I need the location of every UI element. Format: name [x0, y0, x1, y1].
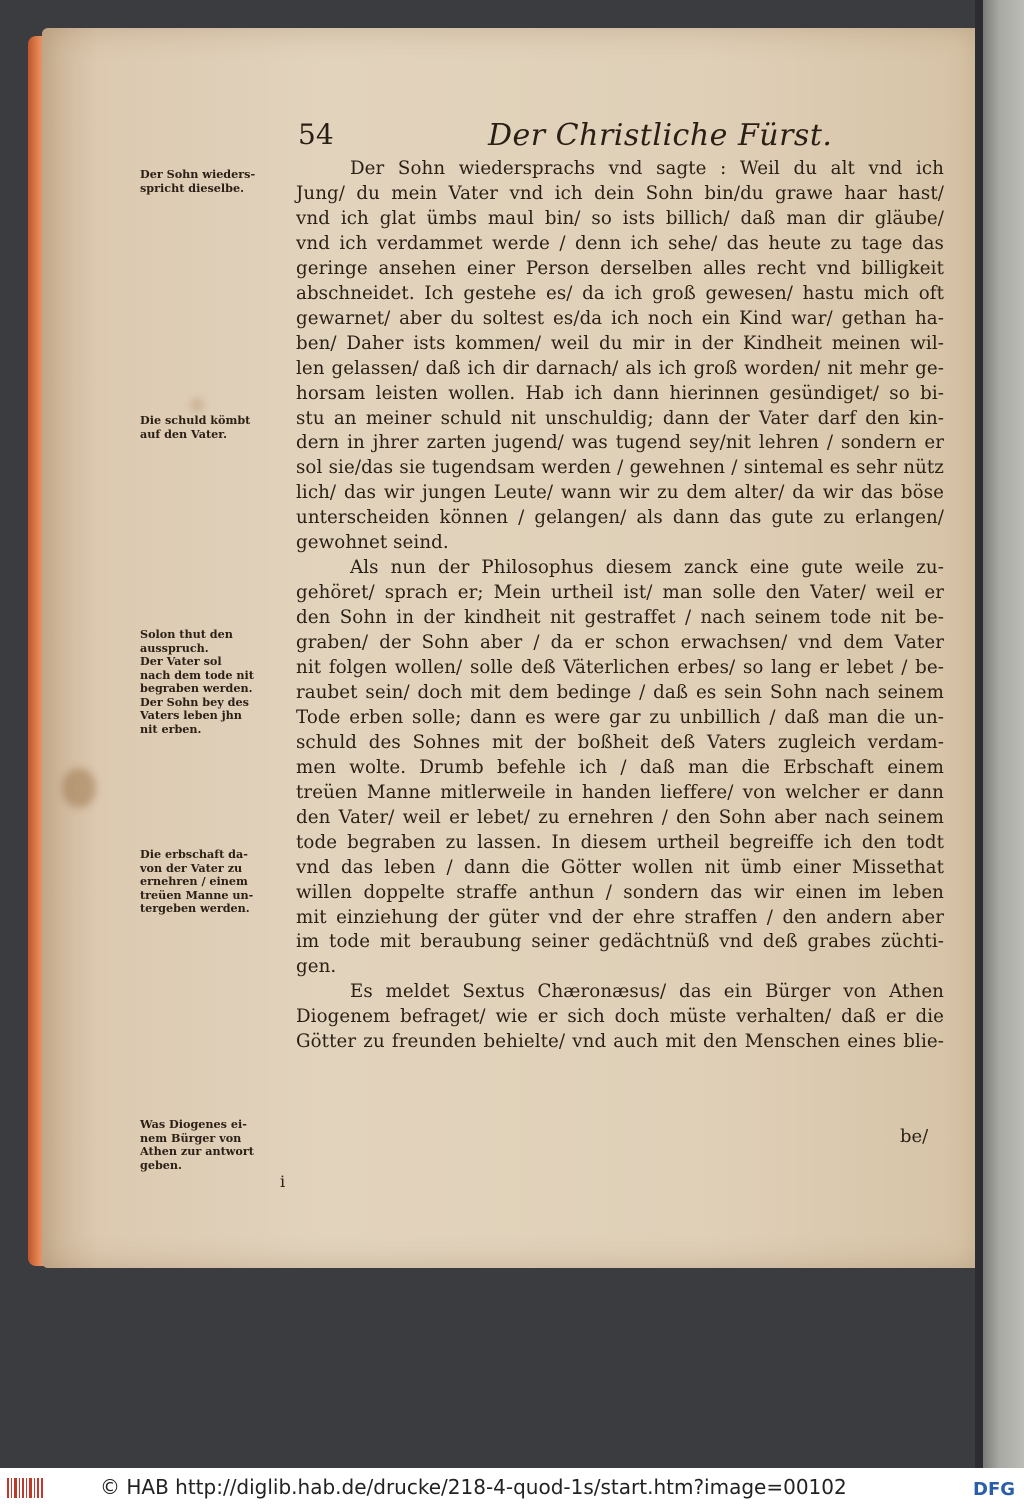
page-number: 54: [298, 118, 334, 151]
marginal-note: [140, 848, 290, 916]
marginal-note: [140, 628, 290, 736]
page-stain: [190, 398, 204, 412]
text-line: stu an meiner schuld nit unschuldig; dann der Vater darf den kin-: [296, 407, 944, 429]
text-line: den Vater/ weil er lebet/ zu ernehren / den Sohn aber nach seinem: [296, 806, 944, 828]
text-line: sol sie/das sie tugendsam werden / gewehnen / sintemal es sehr nütz: [296, 457, 944, 479]
text-line: vnd ich verdammet werde / denn ich sehe/ das heute zu tage das: [296, 232, 944, 254]
marginal-note-line: Der Sohn wieders-: [140, 167, 256, 181]
catchword: be/: [900, 1126, 929, 1147]
marginal-note: [140, 1118, 290, 1172]
text-line: raubet sein/ doch mit dem bedinge / daß es sein Sohn nach seinem: [296, 681, 944, 703]
marginal-note-line: Die erbschaft da-: [140, 847, 248, 861]
text-line: vnd das leben / dann die Götter wollen nit ümb einer Missethat: [296, 856, 944, 878]
marginal-note-line: nem Bürger von: [140, 1130, 242, 1145]
marginal-note-line: treüen Manne un-: [140, 887, 254, 902]
marginal-note-line: begraben werden.: [140, 681, 253, 695]
text-line: Als nun der Philosophus diesem zanck eine gute weile zu-: [350, 557, 944, 579]
page-header: [298, 118, 958, 158]
marginal-note-line: ausspruch.: [140, 640, 209, 655]
text-line: Jung/ du mein Vater vnd ich dein Sohn bin/du grawe haar hast/: [296, 182, 944, 204]
text-line: Götter zu freunden behielte/ vnd auch mit den Menschen eines blie-: [296, 1031, 944, 1053]
text-line: unterscheiden können / gelangen/ als dann das gute zu erlangen/: [296, 507, 944, 529]
text-line: graben/ der Sohn aber / da er schon erwachsen/ vnd dem Vater: [296, 632, 944, 654]
text-line: Diogenem befraget/ wie er sich doch müste verhalten/ daß er die: [296, 1006, 944, 1028]
page-gutter: [975, 0, 983, 1468]
text-line: gen.: [296, 956, 337, 978]
text-line: lich/ das wir jungen Leute/ wann wir zu dem alter/ da wir das böse: [296, 482, 944, 504]
marginal-note-line: Was Diogenes ei-: [140, 1117, 247, 1131]
marginal-note-line: Der Vater sol: [140, 654, 222, 668]
text-line: len gelassen/ daß ich dir darnach/ als ich groß worden/ nit mehr ge-: [296, 357, 944, 379]
text-line: Der Sohn wiedersprachs vnd sagte : Weil du alt vnd ich: [350, 158, 944, 179]
signature-mark: i: [280, 1172, 286, 1191]
text-line: ben/ Daher ists kommen/ weil du mir in der Kindheit meinen wil-: [296, 332, 944, 354]
text-line: Es meldet Sextus Chæronæsus/ das ein Bürger von Athen: [350, 981, 944, 1003]
text-line: im tode mit beraubung seiner gedächtnüß vnd deß grabes züchti-: [296, 931, 944, 953]
marginal-note-line: auf den Vater.: [140, 426, 228, 441]
marginal-note-line: Solon thut den: [140, 627, 233, 641]
text-line: mit einziehung der güter vnd der ehre straffen / den andern aber: [296, 906, 944, 928]
marginal-note-line: nach dem tode nit: [140, 667, 254, 682]
dfg-logo-text: DFG: [973, 1479, 1016, 1500]
marginal-note: [140, 414, 290, 441]
text-line: den Sohn in der kindheit nit gestraffet / nach seinem tode nit be-: [296, 607, 944, 629]
marginal-note-line: Der Sohn bey des: [140, 694, 249, 709]
footer-bar: [0, 1468, 1024, 1507]
marginal-note-line: Die schuld kömbt: [140, 413, 251, 427]
marginal-note-line: von der Vater zu: [140, 860, 243, 875]
marginal-note: [140, 168, 290, 195]
text-line: geringe ansehen einer Person derselben alles recht vnd billigkeit: [296, 257, 944, 279]
text-line: gewarnet/ aber du soltest es/da ich noch ein Kind war/ gethan ha-: [296, 307, 944, 329]
running-head: Der Christliche Fürst.: [488, 118, 833, 153]
text-line: schuld des Sohnes mit der boßheit deß Vaters zugleich verdam-: [296, 731, 944, 753]
copyright-url[interactable]: © HAB http://diglib.hab.de/drucke/218-4-quod-1s/start.htm?image=00102: [100, 1475, 847, 1499]
dfg-logo-icon: [972, 1476, 1018, 1500]
page-stain: [62, 768, 96, 808]
text-line: gewohnet seind.: [296, 532, 449, 554]
text-line: tode begraben zu lassen. In diesem urtheil begreiffe ich den todt: [296, 831, 944, 853]
marginal-note-line: spricht dieselbe.: [140, 180, 244, 195]
marginal-note-line: ernehren / einem: [140, 874, 248, 888]
text-line: men wolte. Drumb befehle ich / daß man die Erbschaft einem: [296, 756, 944, 778]
marginal-note-line: nit erben.: [140, 721, 202, 736]
text-line: Tode erben solle; dann es were gar zu unbillich / daß man die un-: [296, 706, 944, 728]
text-line: gehöret/ sprach er; Mein urtheil ist/ man solle den Vater/ weil er: [296, 582, 944, 604]
text-line: vnd ich glat ümbs maul bin/ so ists billich/ daß man dir gläube/: [296, 207, 944, 229]
hab-logo-icon: [6, 1476, 46, 1500]
marginal-note-line: Athen zur antwort: [140, 1144, 254, 1158]
text-line: abschneidet. Ich gestehe es/ da ich groß gewesen/ hastu mich oft: [296, 282, 944, 304]
marginal-note-line: geben.: [140, 1157, 182, 1172]
text-line: willen doppelte straffe anthun / sondern das wir einen im leben: [296, 881, 944, 903]
text-line: treüen Manne mitlerweile in handen lieffere/ von welcher er dann: [296, 781, 944, 803]
text-line: nit folgen wollen/ solle deß Väterlichen erbes/ so lang er lebet / be-: [296, 657, 944, 678]
facing-page-edge: [983, 0, 1024, 1468]
text-line: horsam leisten wollen. Hab ich dann hierinnen gesündiget/ so bi-: [296, 382, 944, 404]
marginal-note-line: tergeben werden.: [140, 901, 250, 915]
text-line: dern in jhrer zarten jugend/ was tugend sey/nit lehren / sondern er: [296, 432, 944, 454]
marginal-note-line: Vaters leben jhn: [140, 708, 242, 722]
